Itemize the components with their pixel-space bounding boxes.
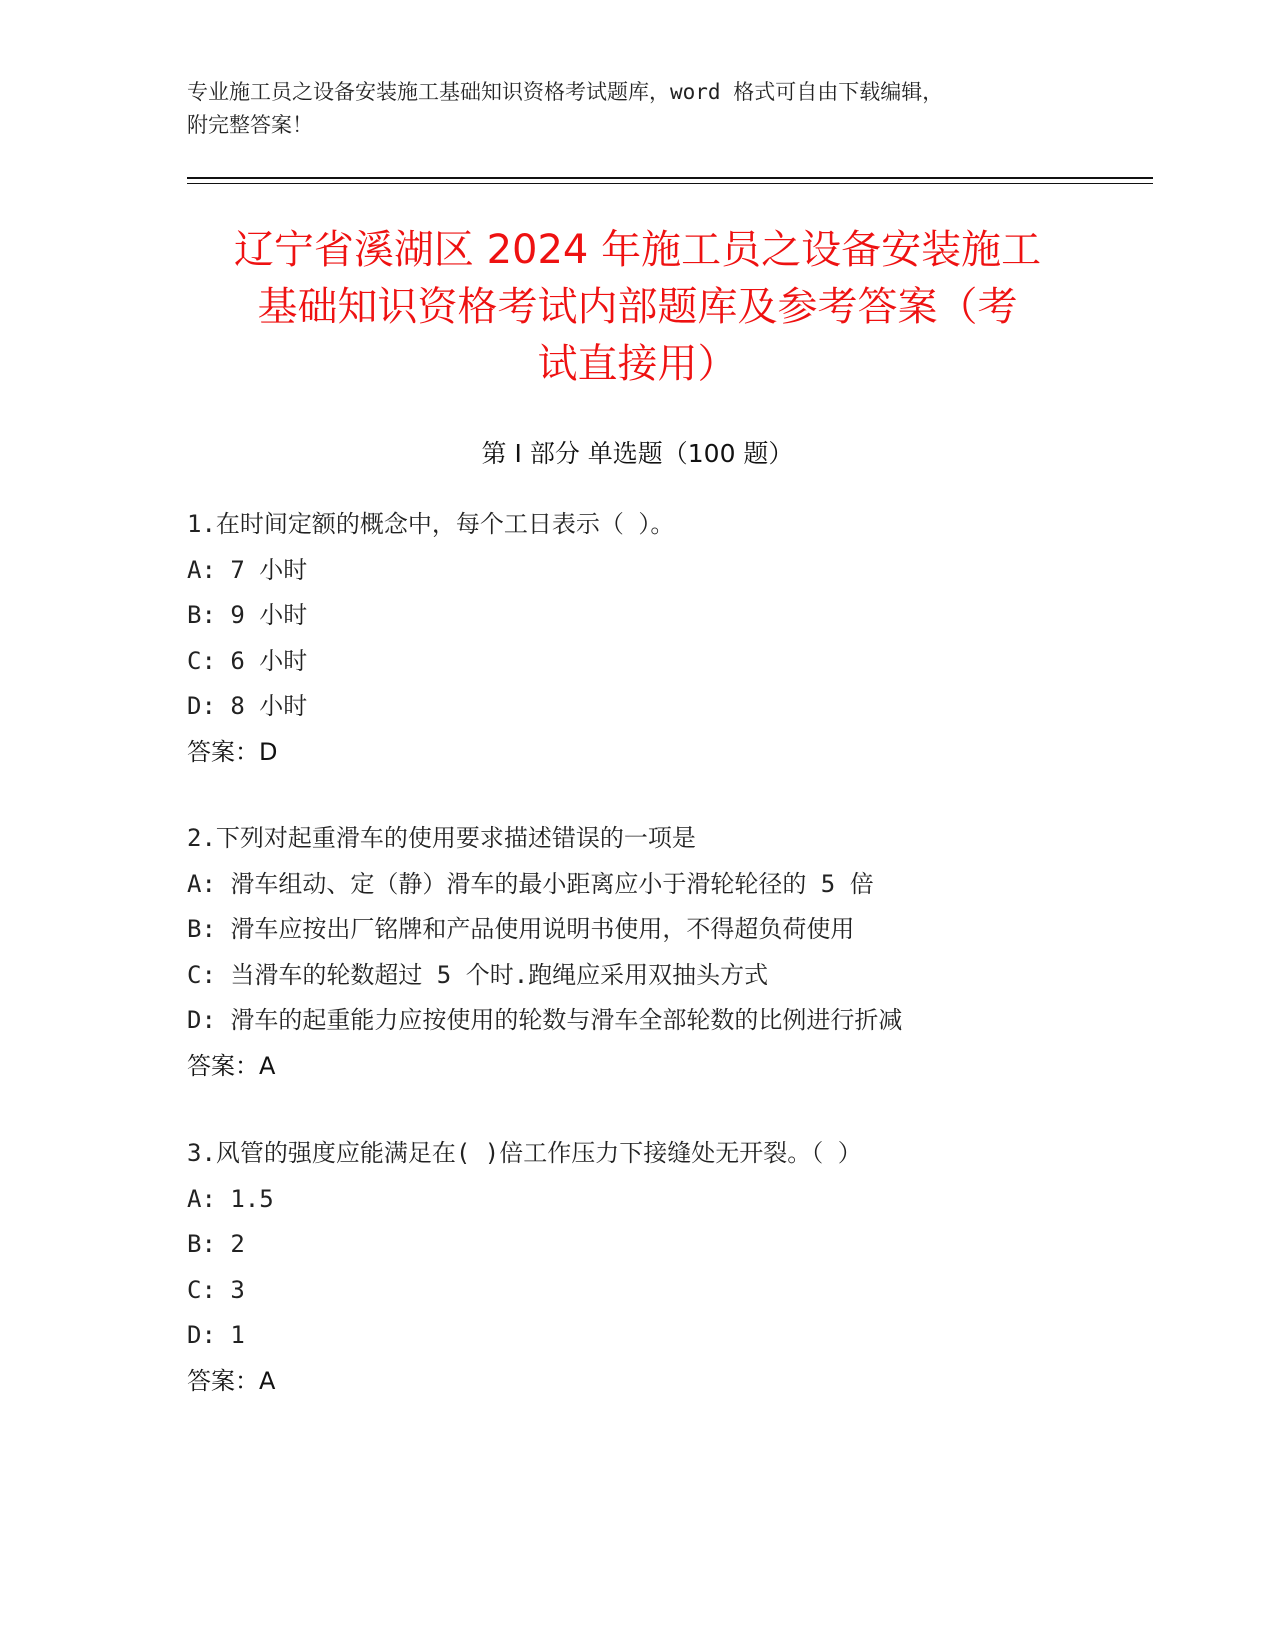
option-b: B: 滑车应按出厂铭牌和产品使用说明书使用，不得超负荷使用	[187, 915, 855, 943]
header-note	[187, 76, 1087, 142]
question-text: 3.风管的强度应能满足在( )倍工作压力下接缝处无开裂。（ ）	[187, 1139, 862, 1167]
option-b: B: 9 小时	[187, 601, 308, 629]
section-heading: 第 I 部分 单选题（100 题）	[481, 439, 794, 468]
question-1	[187, 502, 1087, 775]
answer: 答案：D	[187, 737, 278, 766]
answer: 答案：A	[187, 1051, 276, 1080]
document-title-line-1: 辽宁省溪湖区 2024 年施工员之设备安装施工	[233, 227, 1042, 273]
answer: 答案：A	[187, 1366, 276, 1395]
option-a: A: 7 小时	[187, 555, 308, 584]
document-title	[150, 222, 1125, 393]
option-c: C: 当滑车的轮数超过 5 个时.跑绳应采用双抽头方式	[187, 960, 769, 989]
question-text: 2.下列对起重滑车的使用要求描述错误的一项是	[187, 824, 696, 852]
document-title-line-3: 试直接用）	[537, 341, 738, 387]
header-note-line-1: 专业施工员之设备安装施工基础知识资格考试题库，word 格式可自由下载编辑，	[187, 80, 944, 104]
option-c: C: 6 小时	[187, 646, 308, 675]
question-text: 1.在时间定额的概念中，每个工日表示（ ）。	[187, 510, 675, 538]
header-divider-thick	[187, 177, 1153, 179]
document-title-line-2: 基础知识资格考试内部题库及参考答案（考	[257, 284, 1018, 330]
option-a: A: 滑车组动、定（静）滑车的最小距离应小于滑轮轮径的 5 倍	[187, 869, 874, 898]
header-note-line-2: 附完整答案！	[187, 113, 313, 137]
option-d: D: 1	[187, 1321, 245, 1349]
option-d: D: 滑车的起重能力应按使用的轮数与滑车全部轮数的比例进行折减	[187, 1006, 903, 1034]
option-c: C: 3	[187, 1275, 245, 1304]
option-a: A: 1.5	[187, 1184, 274, 1213]
header-divider-thin	[187, 183, 1153, 184]
option-d: D: 8 小时	[187, 692, 308, 720]
question-3	[187, 1131, 1087, 1404]
question-2	[187, 816, 1087, 1089]
option-b: B: 2	[187, 1230, 245, 1258]
